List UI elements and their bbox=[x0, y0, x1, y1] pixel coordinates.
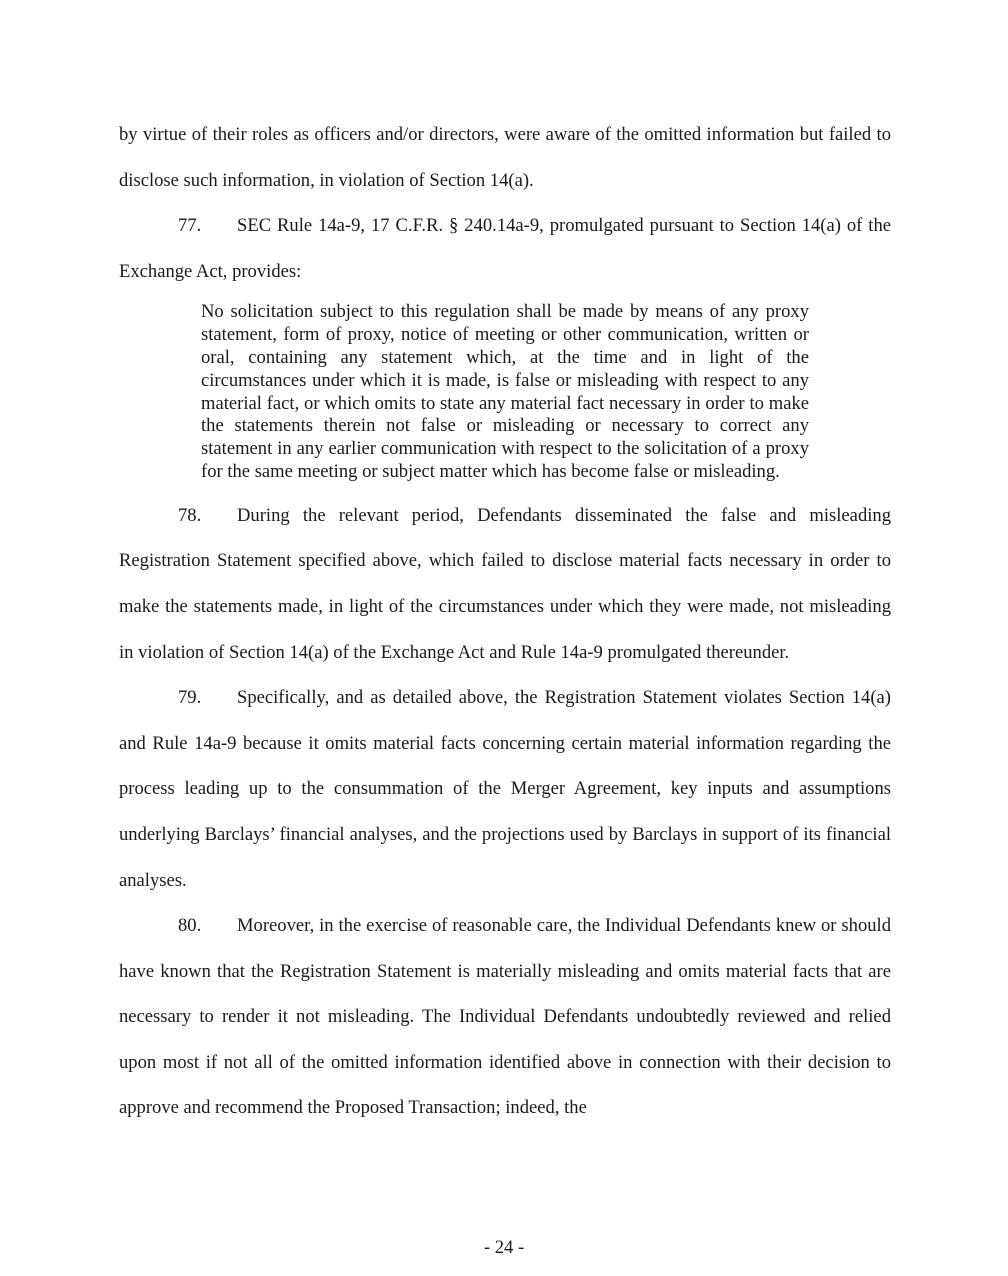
document-body bbox=[119, 112, 891, 1131]
paragraph-number: 77. bbox=[178, 215, 202, 237]
paragraph-text: by virtue of their roles as officers and/or directors, were aware of the omitted information but failed to disclose such information, in violation of Section 14(a). bbox=[119, 124, 891, 191]
paragraph-continuation bbox=[119, 112, 891, 203]
paragraph-text: Moreover, in the exercise of reasonable care, the Individual Defendants knew or should have known that the Registration Statement is materially misleading and omits material facts that are necessary to render it not misleading. The Individual Defendants undoubtedly reviewed and relied upon most if not all of the omitted information identified above in connection with their decision to approve and recommend the Proposed Transaction; indeed, the bbox=[119, 915, 891, 1119]
paragraph-number: 79. bbox=[178, 687, 202, 709]
paragraph-text: During the relevant period, Defendants disseminated the false and misleading Registration Statement specified above, which failed to disclose material facts necessary in order to make the statements made, in light of the circumstances under which they were made, not misleading in violation of Section 14(a) of the Exchange Act and Rule 14a-9 promulgated thereunder. bbox=[119, 504, 891, 663]
block-quote-rule-14a-9 bbox=[201, 301, 809, 483]
paragraph-text: SEC Rule 14a-9, 17 C.F.R. § 240.14a-9, promulgated pursuant to Section 14(a) of the Exchange Act, provides: bbox=[119, 215, 891, 282]
paragraph-number: 80. bbox=[178, 915, 202, 937]
paragraph-number: 78. bbox=[178, 504, 202, 526]
paragraph-text: Specifically, and as detailed above, the Registration Statement violates Section 14(a) and Rule 14a-9 because it omits material facts concerning certain material information regarding the process leading up to the consummation of the Merger Agreement, key inputs and assumptions underlying Barclays’ financial analyses, and the projections used by Barclays in support of its financial analyses. bbox=[119, 687, 891, 891]
page-number: - 24 - bbox=[483, 1237, 525, 1258]
paragraph-79 bbox=[119, 675, 891, 903]
block-quote-text: No solicitation subject to this regulation shall be made by means of any proxy statement, form of proxy, notice of meeting or other communication, written or oral, containing any statement which, at the time and in light of the circumstances under which it is made, is false or misleading with respect to any material fact, or which omits to state any material fact necessary in order to make the statements therein not false or misleading or necessary to correct any statement in any earlier communication with respect to the solicitation of a proxy for the same meeting or subject matter which has become false or misleading. bbox=[201, 301, 809, 482]
paragraph-80 bbox=[119, 903, 891, 1131]
paragraph-77 bbox=[119, 203, 891, 294]
paragraph-78 bbox=[119, 493, 891, 675]
